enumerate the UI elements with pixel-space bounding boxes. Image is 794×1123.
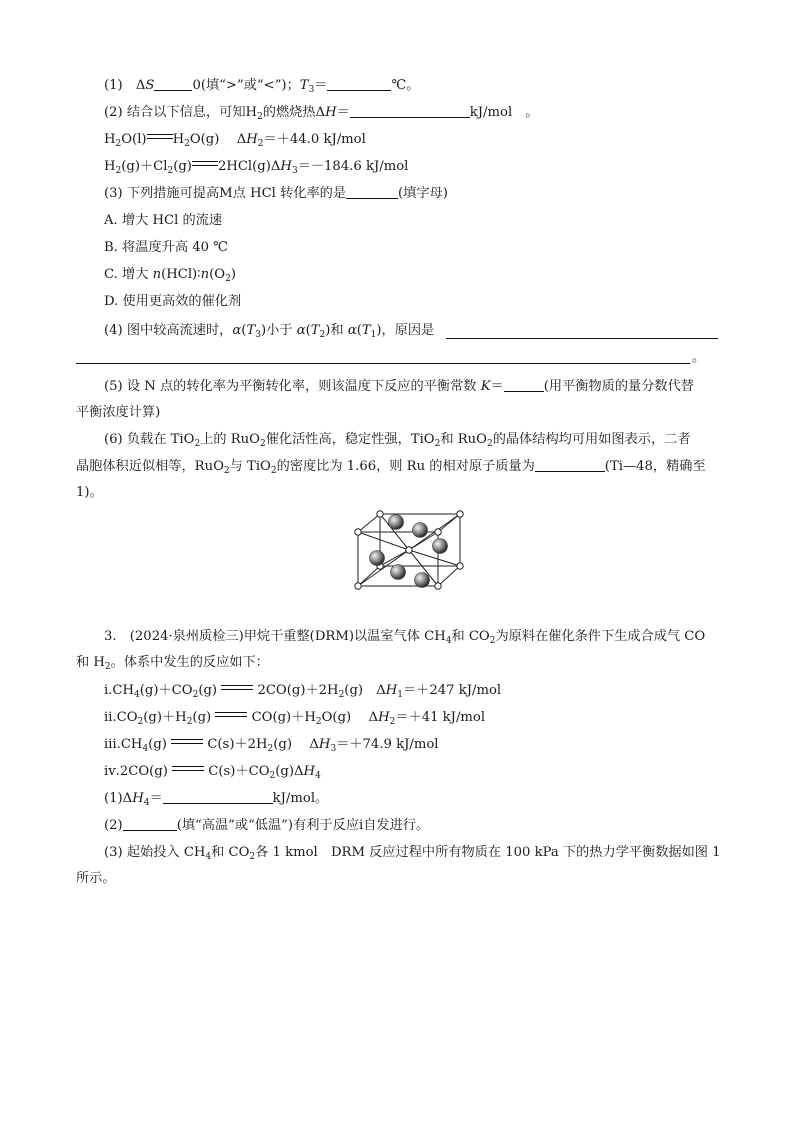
question-5-cont: 平衡浓度计算) <box>76 405 161 420</box>
answer-blank[interactable] <box>327 77 391 91</box>
reversible-arrow-icon <box>172 764 204 774</box>
question-5: (5) 设 N 点的转化率为平衡转化率，则该温度下反应的平衡常数 K＝ (用平衡物质的量分数代替 <box>104 379 694 394</box>
option-d: D. 使用更高效的催化剂 <box>104 294 242 309</box>
answer-blank[interactable] <box>163 790 273 804</box>
reversible-arrow-icon <box>221 683 253 693</box>
sub-question-1: $(1)\Delta H_4= kJ/mol$。 <box>104 791 329 808</box>
answer-blank[interactable] <box>154 77 192 91</box>
answer-blank[interactable] <box>123 817 177 831</box>
reversible-arrow-icon <box>215 710 247 720</box>
sub-question-3-cont: 所示。 <box>76 871 116 886</box>
question-6: (6) 负载在 TiO$_2$上的 RuO$_2$催化活性高，稳定性强，TiO$_2$和 RuO$_2$的晶体结构均可用如图表示，二者 <box>104 432 691 449</box>
option-c: C. 增大 $n(HCl)∶n(O_2)$ <box>104 267 236 284</box>
question-1: (1) ΔS 0(填“>”或“<”)；$T_3=$ ℃。 <box>104 78 420 95</box>
problem-3-stem: 3. (2024·泉州质检三)甲烷干重整(DRM)以温室气体 $CH_4$和 $CO_2$为原料在催化条件下生成合成气 CO <box>104 629 706 646</box>
reaction-iii: $ⅲ.CH_4(g)$ $C(s)+2H_2(g)$ $\Delta H_3=+74.9$ kJ/mol <box>104 737 439 754</box>
reaction-iv: ⅳ.2CO(g) $C(s)+CO_2(g)\Delta H_4$ <box>104 764 321 781</box>
equals-sign-icon <box>192 159 218 169</box>
reaction-i: $ⅰ.CH_4(g)+CO_2(g)$ $2CO(g)+2H_2(g)$ $\Delta H_1=+247$ kJ/mol <box>104 683 502 700</box>
reaction-line-2: $H_2(g)+Cl_2(g)$ $2HCl(g)\Delta H_3=-184.6$ kJ/mol <box>104 159 409 176</box>
question-6-end: 1)。 <box>76 485 103 500</box>
answer-blank[interactable] <box>446 325 718 339</box>
sub-question-3: (3) 起始投入 $CH_4$和 $CO_2$各 1 kmol DRM 反应过程中所有物质在 100 kPa 下的热力学平衡数据如图 1 <box>104 845 721 862</box>
answer-blank[interactable] <box>535 458 605 472</box>
question-3: (3) 下列措施可提高M点 HCl 转化率的是 (填字母) <box>104 186 448 201</box>
problem-3-stem-cont: 和 $H_2$。体系中发生的反应如下： <box>76 655 269 672</box>
question-2: (2) 结合以下信息，可知$H_2$的燃烧热ΔH＝ kJ/mol 。 <box>104 105 539 122</box>
reaction-ii: $ⅱ.CO_2(g)+H_2(g)$ $CO(g)+H_2O(g)$ $\Delta H_2=+41$ kJ/mol <box>104 710 486 727</box>
answer-blank[interactable] <box>350 104 470 118</box>
crystal-structure-figure <box>350 506 468 594</box>
answer-blank[interactable] <box>76 350 690 364</box>
answer-blank[interactable] <box>346 185 398 199</box>
reaction-line-1: $H_2O(l)$ $H_2O(g)$ $\Delta H_2=+44.0$ kJ/mol <box>104 132 366 149</box>
sub-question-2: (2) (填“高温”或“低温”)有利于反应ⅰ自发进行。 <box>104 818 430 833</box>
equals-sign-icon <box>147 132 173 142</box>
period: 。 <box>692 350 706 365</box>
question-6-cont: 晶胞体积近似相等，RuO$_2$与 TiO$_2$的密度比为 1.66，则 Ru 的相对原子质量为 (Ti—48，精确至 <box>76 459 706 476</box>
reversible-arrow-icon <box>171 737 203 747</box>
option-b: B. 将温度升高 40 ℃ <box>104 240 228 255</box>
question-4: (4) 图中较高流速时，$\alpha(T_3)$小于 $\alpha(T_2)$和 $\alpha(T_1)$，原因是 <box>104 323 435 340</box>
option-a: A. 增大 HCl 的流速 <box>104 213 223 228</box>
answer-blank[interactable] <box>504 378 544 392</box>
